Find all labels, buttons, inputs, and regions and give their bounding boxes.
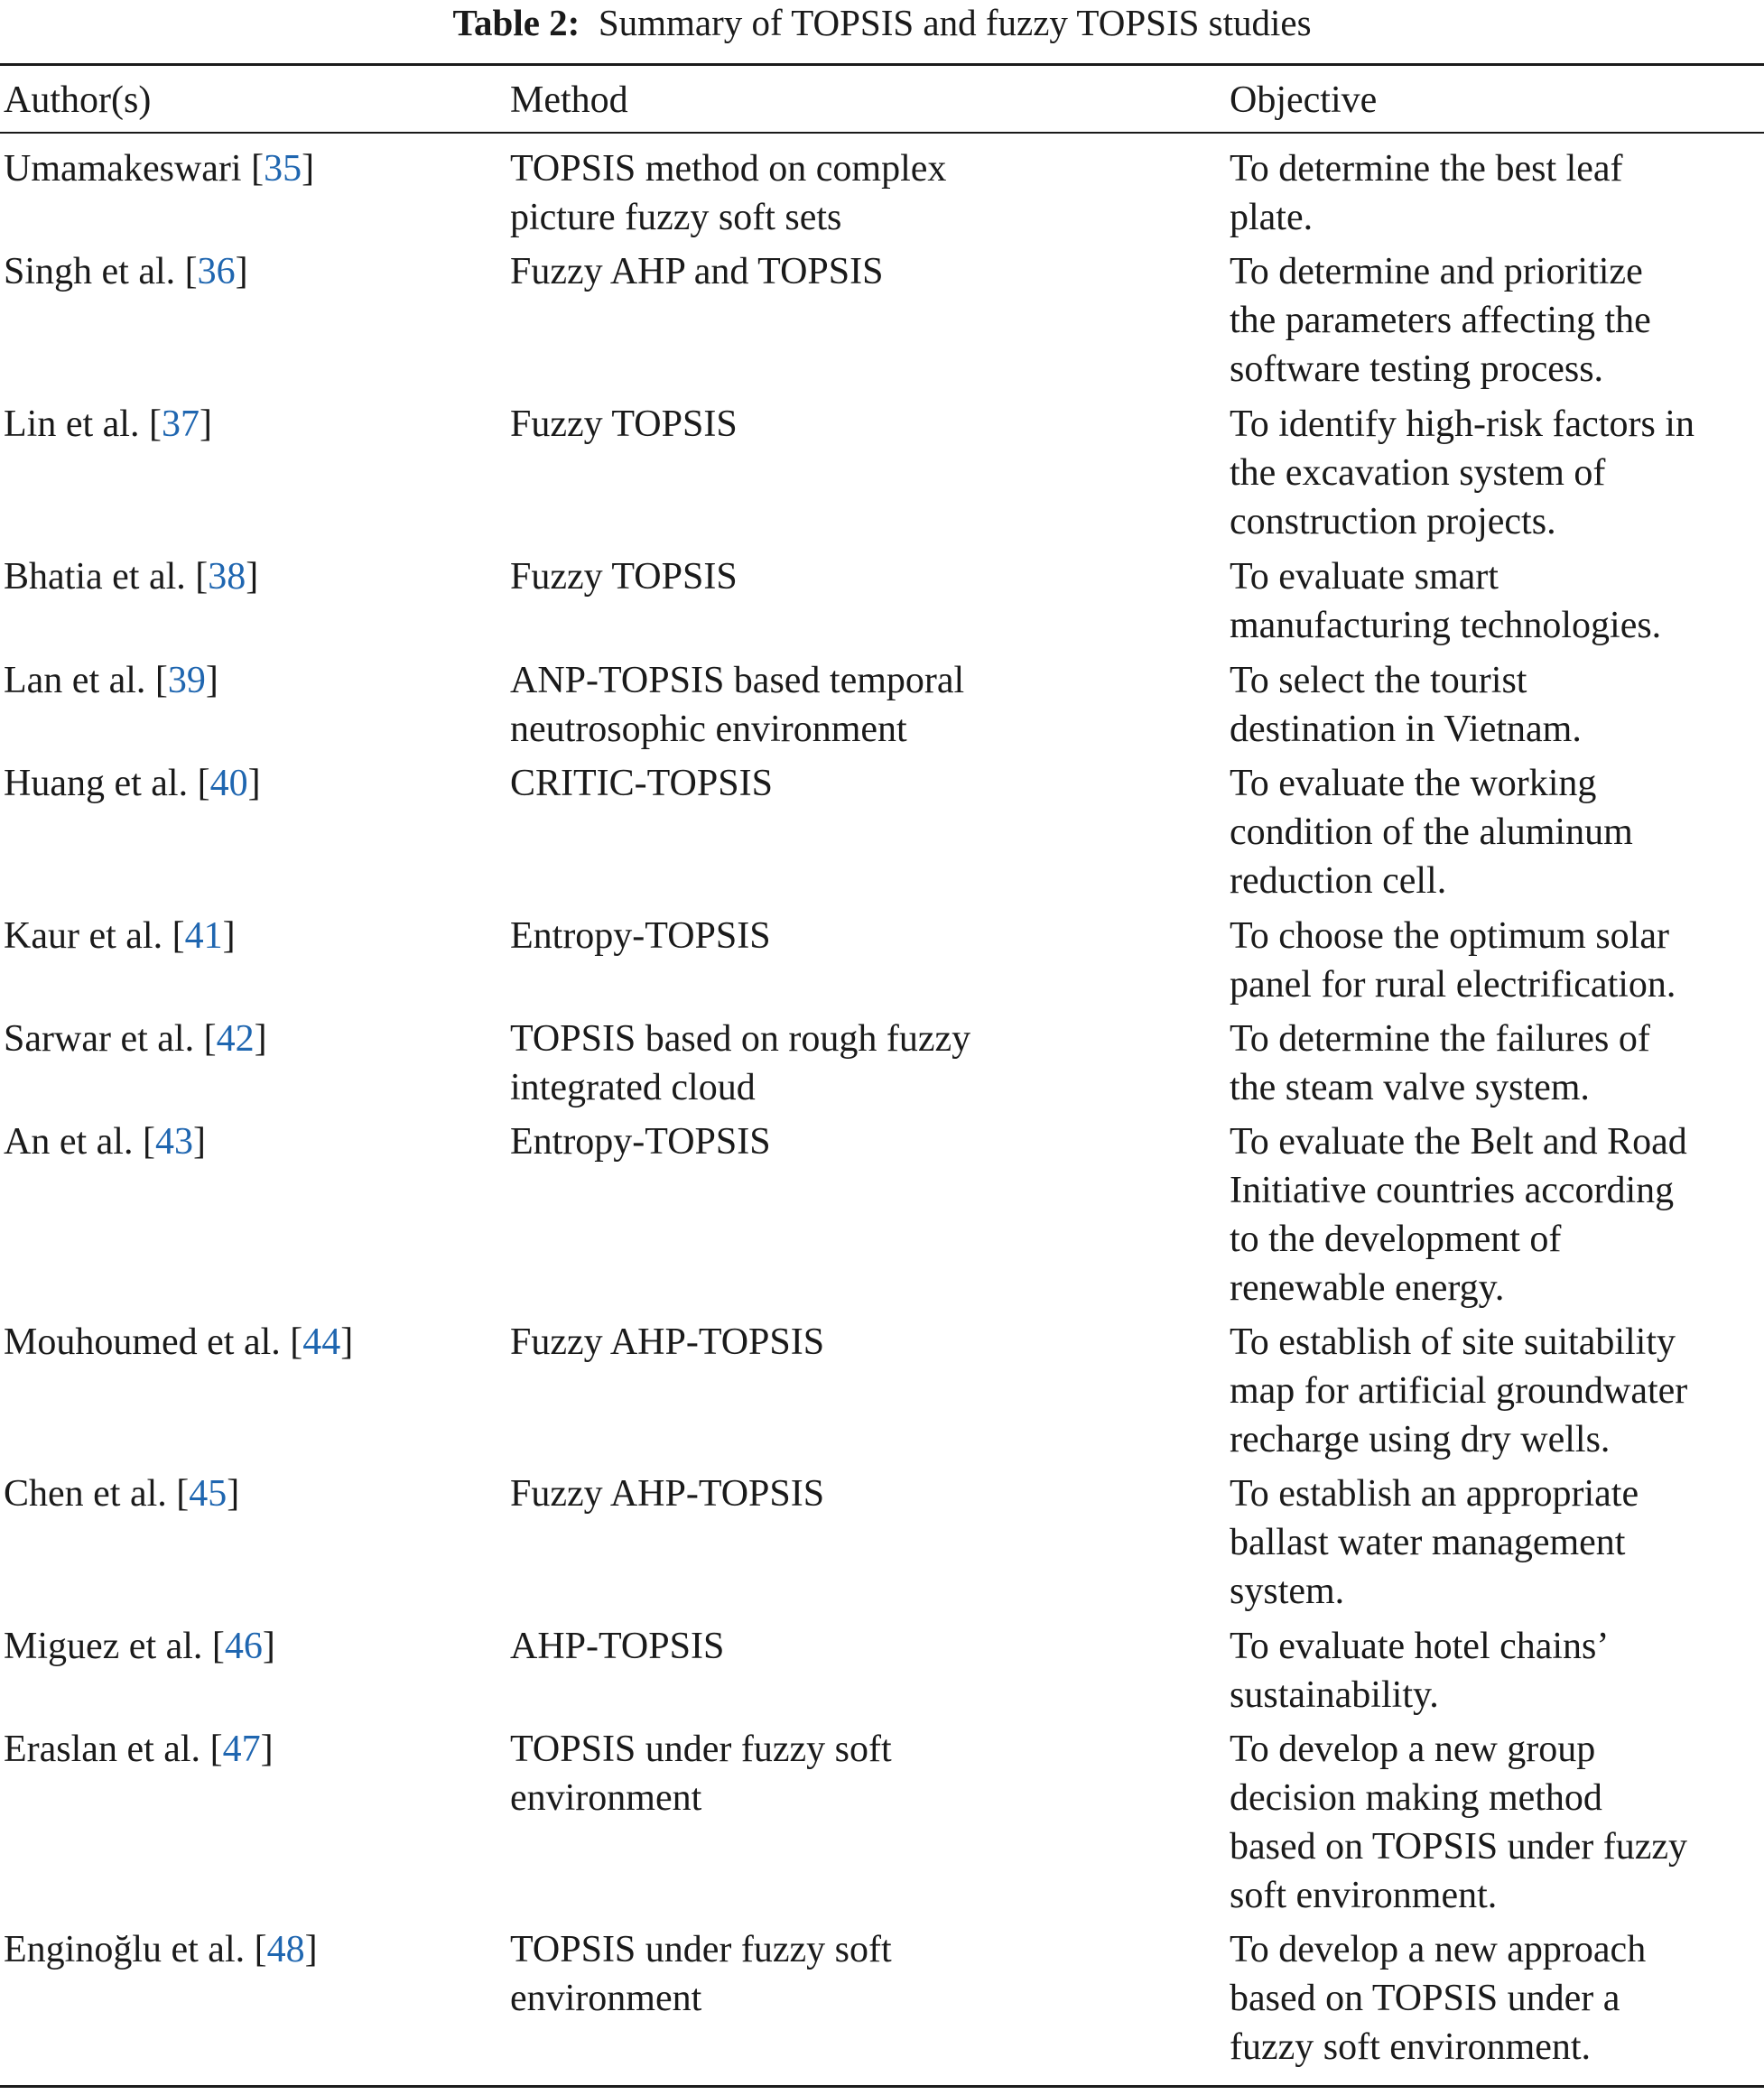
- author-name: Chen et al.: [4, 1473, 167, 1515]
- table-caption: [0, 0, 1764, 45]
- objective-line: ballast water management: [1230, 1522, 1626, 1563]
- objective-line: based on TOPSIS under fuzzy: [1230, 1826, 1688, 1868]
- objective-line: software testing process.: [1230, 348, 1604, 390]
- citation-link[interactable]: 43: [154, 1121, 193, 1163]
- objective-cell: [1230, 1469, 1764, 1616]
- objective-cell: [1230, 247, 1764, 394]
- author-cell: Sarwar et al. [42]: [4, 1018, 267, 1060]
- objective-line: map for artificial groundwater: [1230, 1370, 1688, 1412]
- objective-line: decision making method: [1230, 1777, 1602, 1819]
- citation-link[interactable]: 35: [264, 148, 302, 190]
- author-cell: Umamakeswari [35]: [4, 148, 315, 190]
- citation-link[interactable]: 45: [189, 1473, 227, 1515]
- objective-cell: [1230, 144, 1764, 242]
- author-cell: Lin et al. [37]: [4, 403, 212, 445]
- bottom-rule: [0, 2085, 1764, 2088]
- author-cell: Eraslan et al. [47]: [4, 1729, 274, 1770]
- objective-cell: [1230, 1117, 1764, 1312]
- author-cell: Singh et al. [36]: [4, 251, 248, 292]
- method-line: Entropy-TOPSIS: [510, 1121, 771, 1163]
- method-line: Fuzzy TOPSIS: [510, 403, 738, 445]
- objective-line: To determine and prioritize: [1230, 251, 1643, 292]
- citation-link[interactable]: 40: [209, 763, 248, 804]
- top-rule: [0, 63, 1764, 66]
- author-cell: Huang et al. [40]: [4, 763, 261, 804]
- objective-line: To evaluate the working: [1230, 763, 1597, 804]
- author-name: Singh et al.: [4, 251, 176, 292]
- author-name: Miguez et al.: [4, 1626, 203, 1667]
- method-cell: [510, 400, 1228, 449]
- method-cell: [510, 1015, 1228, 1112]
- citation-link[interactable]: 41: [184, 915, 223, 957]
- objective-line: reduction cell.: [1230, 860, 1447, 902]
- objective-line: to the development of: [1230, 1219, 1562, 1260]
- citation-link[interactable]: 44: [302, 1321, 341, 1363]
- objective-cell: [1230, 1622, 1764, 1720]
- objective-line: the steam valve system.: [1230, 1067, 1590, 1108]
- method-cell: [510, 144, 1228, 242]
- method-line: environment: [510, 1978, 702, 2019]
- author-name: Mouhoumed et al.: [4, 1321, 281, 1363]
- objective-line: the parameters affecting the: [1230, 300, 1651, 341]
- objective-line: To choose the optimum solar: [1230, 915, 1669, 957]
- objective-line: soft environment.: [1230, 1875, 1498, 1916]
- method-line: picture fuzzy soft sets: [510, 197, 842, 238]
- objective-line: system.: [1230, 1571, 1345, 1612]
- header-method: Method: [510, 79, 628, 121]
- method-cell: [510, 1318, 1228, 1367]
- method-line: Entropy-TOPSIS: [510, 915, 771, 957]
- author-cell: Bhatia et al. [38]: [4, 556, 259, 598]
- citation-link[interactable]: 48: [266, 1929, 305, 1970]
- objective-line: construction projects.: [1230, 501, 1556, 542]
- objective-cell: [1230, 1015, 1764, 1112]
- objective-line: To establish of site suitability: [1230, 1321, 1676, 1363]
- method-line: Fuzzy TOPSIS: [510, 556, 738, 598]
- method-cell: [510, 552, 1228, 601]
- author-cell: Miguez et al. [46]: [4, 1626, 275, 1667]
- author-name: Sarwar et al.: [4, 1018, 195, 1060]
- objective-cell: [1230, 400, 1764, 546]
- objective-line: destination in Vietnam.: [1230, 709, 1582, 750]
- citation-link[interactable]: 36: [197, 251, 236, 292]
- method-line: ANP-TOPSIS based temporal: [510, 660, 965, 701]
- objective-line: renewable energy.: [1230, 1267, 1505, 1309]
- objective-line: To identify high-risk factors in: [1230, 403, 1694, 445]
- author-name: An et al.: [4, 1121, 134, 1163]
- objective-line: manufacturing technologies.: [1230, 605, 1662, 646]
- method-line: Fuzzy AHP-TOPSIS: [510, 1473, 825, 1515]
- method-cell: [510, 1117, 1228, 1166]
- objective-line: fuzzy soft environment.: [1230, 2026, 1592, 2068]
- objective-line: To determine the best leaf: [1230, 148, 1623, 190]
- method-line: TOPSIS based on rough fuzzy: [510, 1018, 971, 1060]
- objective-line: To develop a new approach: [1230, 1929, 1647, 1970]
- author-cell: Chen et al. [45]: [4, 1473, 240, 1515]
- author-cell: Kaur et al. [41]: [4, 915, 236, 957]
- objective-line: To develop a new group: [1230, 1729, 1596, 1770]
- method-cell: [510, 1622, 1228, 1671]
- citation-link[interactable]: 38: [208, 556, 246, 598]
- objective-cell: [1230, 912, 1764, 1009]
- author-cell: Mouhoumed et al. [44]: [4, 1321, 354, 1363]
- objective-line: the excavation system of: [1230, 452, 1606, 494]
- objective-line: panel for rural electrification.: [1230, 964, 1676, 1006]
- citation-link[interactable]: 47: [222, 1729, 261, 1770]
- objective-cell: [1230, 552, 1764, 650]
- header-rule: [0, 132, 1764, 134]
- header-author: Author(s): [4, 79, 152, 121]
- author-name: Lin et al.: [4, 403, 140, 445]
- author-name: Enginoğlu et al.: [4, 1929, 246, 1970]
- author-name: Kaur et al.: [4, 915, 163, 957]
- method-line: TOPSIS method on complex: [510, 148, 947, 190]
- author-name: Umamakeswari: [4, 148, 242, 190]
- caption-text: Summary of TOPSIS and fuzzy TOPSIS studies: [598, 2, 1312, 43]
- method-cell: [510, 759, 1228, 808]
- method-cell: [510, 656, 1228, 754]
- author-name: Lan et al.: [4, 660, 146, 701]
- method-cell: [510, 1925, 1228, 2023]
- author-name: Eraslan et al.: [4, 1729, 201, 1770]
- objective-cell: [1230, 759, 1764, 905]
- method-line: neutrosophic environment: [510, 709, 907, 750]
- method-line: TOPSIS under fuzzy soft: [510, 1929, 892, 1970]
- objective-line: plate.: [1230, 197, 1314, 238]
- method-line: AHP-TOPSIS: [510, 1626, 725, 1667]
- citation-link[interactable]: 42: [216, 1018, 255, 1060]
- caption-label: Table 2:: [452, 2, 580, 43]
- objective-line: To select the tourist: [1230, 660, 1527, 701]
- author-cell: Enginoğlu et al. [48]: [4, 1929, 318, 1970]
- header-objective: Objective: [1230, 79, 1378, 121]
- method-cell: [510, 912, 1228, 960]
- method-line: integrated cloud: [510, 1067, 756, 1108]
- objective-cell: [1230, 1318, 1764, 1464]
- table-header-row: [0, 76, 1764, 125]
- method-line: TOPSIS under fuzzy soft: [510, 1729, 892, 1770]
- author-name: Bhatia et al.: [4, 556, 186, 598]
- objective-cell: [1230, 1725, 1764, 1920]
- method-cell: [510, 1469, 1228, 1518]
- objective-cell: [1230, 1925, 1764, 2072]
- objective-line: To evaluate the Belt and Road: [1230, 1121, 1687, 1163]
- method-cell: [510, 1725, 1228, 1822]
- objective-line: condition of the aluminum: [1230, 811, 1633, 853]
- method-line: Fuzzy AHP and TOPSIS: [510, 251, 884, 292]
- objective-line: Initiative countries according: [1230, 1170, 1675, 1211]
- author-cell: Lan et al. [39]: [4, 660, 218, 701]
- objective-line: To evaluate smart: [1230, 556, 1499, 598]
- author-name: Huang et al.: [4, 763, 189, 804]
- objective-line: To determine the failures of: [1230, 1018, 1650, 1060]
- objective-line: To establish an appropriate: [1230, 1473, 1639, 1515]
- citation-link[interactable]: 46: [224, 1626, 263, 1667]
- objective-line: To evaluate hotel chains’: [1230, 1626, 1610, 1667]
- objective-line: sustainability.: [1230, 1674, 1439, 1716]
- method-line: environment: [510, 1777, 702, 1819]
- method-cell: [510, 247, 1228, 296]
- objective-line: recharge using dry wells.: [1230, 1419, 1611, 1460]
- citation-link[interactable]: 39: [167, 660, 206, 701]
- author-cell: An et al. [43]: [4, 1121, 206, 1163]
- objective-cell: [1230, 656, 1764, 754]
- method-line: CRITIC-TOPSIS: [510, 763, 773, 804]
- citation-link[interactable]: 37: [161, 403, 200, 445]
- objective-line: based on TOPSIS under a: [1230, 1978, 1620, 2019]
- method-line: Fuzzy AHP-TOPSIS: [510, 1321, 825, 1363]
